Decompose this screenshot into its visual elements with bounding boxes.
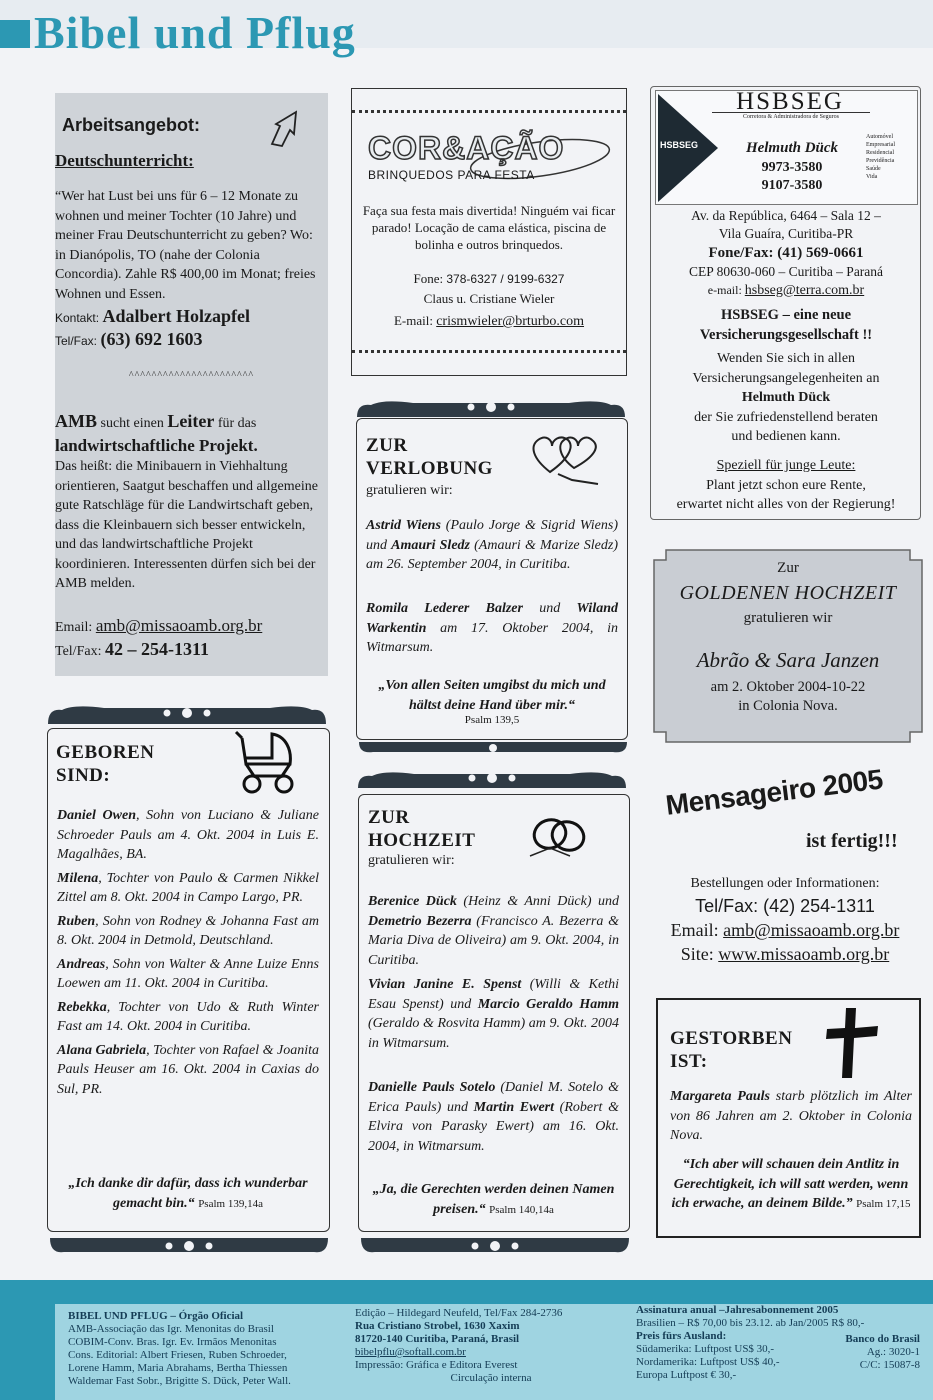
hsbseg-side-badge: HSBSEG	[660, 140, 699, 150]
birth-entry	[57, 1041, 319, 1100]
coracao-email-link[interactable]: crismwieler@brturbo.com	[436, 314, 585, 329]
hsbseg-company: Corretora & Administradora de Seguros	[712, 112, 870, 120]
death-quote-text: “Ich aber will schauen dein Antlitz in Gerechtigkeit, ich will satt werden, wenn ich erwache, an deinem Bilde.”	[671, 1157, 909, 1211]
birth-entry	[57, 955, 319, 994]
death-title	[670, 1027, 792, 1073]
footer-line: Brasilien – R$ 70,00 bis 23.12. ab Jan/2005 R$ 80,-	[636, 1317, 865, 1329]
tel-value: (63) 692 1603	[100, 329, 203, 349]
footer-line: Edição – Hildegard Neufeld, Tel/Fax 284-2736	[355, 1307, 563, 1319]
title-line2: HOCHZEIT	[368, 830, 476, 851]
birth-name: Ruben	[57, 913, 96, 929]
cross-icon	[822, 1006, 882, 1080]
entry-text: (Francisco A. Bezerra & Maria Diva de Oliveira) am 9. Okt. 2004, in Curitiba.	[368, 913, 619, 968]
footer-line: Waldemar Fast Sobr., Brigitte S. Dück, Peter Wall.	[68, 1375, 291, 1387]
births-quote-text: „Ich danke dir dafür, dass ich wunderbar gemacht bin.“	[68, 1176, 308, 1211]
entry-text: (Daniel M. Sotelo & Erica Pauls) und	[368, 1080, 620, 1115]
hsbseg-special	[652, 456, 920, 515]
email-label: Email:	[55, 620, 93, 635]
coracao-tagline: BRINQUEDOS PARA FESTA	[368, 168, 535, 182]
entry-text: am 17. Oktober 2004, in Witmarsum.	[366, 620, 618, 655]
service-item: Previdência	[866, 158, 895, 164]
wedding-ref: Psalm 140,14a	[489, 1203, 554, 1216]
wedding-entry	[368, 975, 619, 1053]
title-line1: GESTORBEN	[670, 1028, 793, 1049]
amb-org: AMB	[55, 411, 97, 431]
wedding-entry	[368, 1078, 619, 1156]
service-item: Residencial	[866, 150, 894, 156]
special-line: erwartet nicht alles von der Regierung!	[676, 497, 896, 512]
arrow-icon	[266, 108, 308, 150]
bank-title: Banco do Brasil	[845, 1333, 920, 1345]
birth-name: Andreas	[57, 956, 106, 972]
ornament-bar	[357, 1236, 633, 1260]
coracao-names: Claus u. Cristiane Wieler	[423, 291, 555, 306]
entry-text: und	[522, 601, 577, 616]
death-quote	[668, 1155, 914, 1215]
entry-text: (Geraldo & Rosvita Hamm) am 9. Okt. 2004 in Witmarsum.	[368, 1016, 619, 1051]
golden-names: Abrão & Sara Janzen	[696, 648, 880, 672]
pram-icon	[232, 728, 302, 798]
footer-line: Lorene Hamm, Maria Abrahams, Bertha Thiessen	[68, 1362, 288, 1374]
amb-email-link[interactable]: amb@missaoamb.org.br	[95, 616, 263, 635]
service-item: Automóvel	[866, 134, 893, 140]
ornament-bar	[353, 397, 629, 419]
birth-text: , Sohn von Luciano & Juliane Schroeder Pauls am 4. Okt. 2004 in Luis E. Magalhães, BA.	[57, 808, 319, 862]
contact-name: Adalbert Holzapfel	[102, 306, 251, 326]
job-offer-tel	[55, 329, 325, 350]
footer-line: AMB-Associação das Igr. Menonitas do Brasil	[68, 1323, 274, 1335]
golden-zur: Zur	[777, 560, 799, 576]
mensageiro-email-link[interactable]: amb@missaoamb.org.br	[723, 920, 900, 940]
mensageiro-email	[650, 920, 920, 941]
hsbseg-phone2: 9107-3580	[761, 178, 823, 193]
wedding-quote-text: „Ja, die Gerechten werden deinen Namen preisen.“	[372, 1182, 615, 1217]
service-item: Saúde	[866, 166, 881, 172]
entry-name: Demetrio Bezerra	[368, 913, 472, 929]
job-offer-subtitle: Deutschunterricht:	[55, 151, 194, 170]
entry-name: Romila Lederer Balzer	[366, 601, 523, 616]
entry-name: Berenice Dück	[368, 894, 457, 909]
footer-line: BIBEL UND PFLUG – Órgão Oficial	[68, 1310, 244, 1322]
birth-text: , Sohn von Rodney & Johanna Fast am 8. Okt. 2004 in Detmold, Deutschland.	[57, 913, 319, 948]
headline-line1: HSBSEG – eine neue	[720, 307, 852, 323]
tel-label: Tel/Fax:	[55, 334, 98, 348]
birth-text: , Tochter von Paulo & Carmen Nikkel Zittel am 8. Okt. 2004 in Campo Largo, PR.	[57, 870, 319, 905]
footer-bank	[830, 1333, 920, 1372]
fone-value: 378-6327 / 9199-6327	[446, 272, 565, 286]
footer-line: Nordamerika: Luftpost US$ 40,-	[636, 1356, 780, 1368]
contact-label: Kontakt:	[55, 311, 100, 325]
footer-col-publisher	[68, 1310, 348, 1388]
birth-entry	[57, 869, 319, 908]
hsbseg-person: Helmuth Dück	[745, 140, 839, 156]
title-line1: GEBOREN	[56, 742, 155, 763]
births-quote	[57, 1174, 319, 1214]
coracao-phone	[356, 271, 622, 287]
ornament-bar	[46, 1236, 332, 1260]
body-name: Helmuth Dück	[741, 390, 831, 405]
title-line2: IST:	[670, 1051, 708, 1072]
amb-text: Das heißt: die Minibauern in Viehhaltung orientieren, Saatgut beschaffen und allgemeine gute Ratschläge für die Landwirtschaft geben, dass die Kleinbauern sich besser entwickeln, und das landwirtschaftliche Projekt koordinieren. Interessenten dürfen sich bei der AMB melden.	[55, 459, 318, 591]
birth-entry	[57, 806, 319, 865]
engagement-sub: gratulieren wir:	[366, 483, 453, 498]
title-line1: ZUR	[366, 435, 408, 456]
entry-name: Amauri Sledz	[391, 537, 470, 553]
birth-entry	[57, 912, 319, 951]
footer-col-edition	[355, 1307, 627, 1385]
amb-email	[55, 616, 262, 636]
birth-name: Milena	[57, 870, 99, 886]
golden-sub: gratulieren wir	[743, 610, 833, 626]
bank-cc: C/C: 15087-8	[859, 1359, 920, 1371]
birth-text: , Sohn von Walter & Anne Luize Enns Loewen am 11. Okt. 2004 in Curitiba.	[57, 956, 319, 991]
hsbseg-services	[866, 133, 918, 181]
birth-name: Alana Gabriela	[57, 1042, 147, 1058]
birth-name: Daniel Owen	[57, 808, 136, 823]
amb-verb: sucht einen	[100, 416, 164, 431]
service-item: Empresarial	[866, 142, 895, 148]
body-line: und bedienen kann.	[731, 429, 841, 444]
title-line2: SIND:	[56, 765, 111, 786]
engagement-ref: Psalm 139,5	[464, 714, 520, 726]
separator: ^^^^^^^^^^^^^^^^^^^^^^	[128, 370, 255, 381]
wedding-title	[368, 806, 475, 852]
footer-line: Europa Luftpost € 30,-	[636, 1369, 737, 1381]
mensageiro-tel: Tel/Fax: (42) 254-1311	[695, 896, 875, 916]
entry-name: Astrid Wiens	[366, 518, 441, 533]
ornament-bar	[44, 702, 330, 726]
birth-entry	[57, 998, 319, 1037]
job-offer-title: Arbeitsangebot:	[62, 115, 201, 135]
footer-line: Impressão: Gráfica e Editora Everest	[355, 1359, 518, 1371]
engagement-entry	[366, 599, 618, 658]
coracao-text: Faça sua festa mais divertida! Ninguém vai ficar parado! Locação de cama elástica, piscina de bolinha e outros brinquedos.	[362, 203, 616, 252]
footer-line: Cons. Editorial: Albert Friesen, Ruben Schroeder,	[68, 1349, 287, 1361]
footer-line: Südamerika: Luftpost US$ 30,-	[636, 1343, 775, 1355]
death-name: Margareta Pauls	[670, 1089, 770, 1104]
footer-line: Rua Cristiano Strobel, 1630 Xaxim	[355, 1320, 520, 1332]
births-ref: Psalm 139,14a	[198, 1197, 263, 1210]
ornament-bar	[354, 768, 630, 790]
title-line2: VERLOBUNG	[366, 458, 493, 479]
amb-role: Leiter	[167, 411, 215, 431]
mensageiro-email-label: Email:	[670, 920, 719, 940]
amb-tel	[55, 639, 209, 660]
footer-line: Preis fürs Ausland:	[636, 1330, 727, 1342]
coracao-email	[356, 313, 622, 330]
golden-title: GOLDENEN HOCHZEIT	[679, 582, 897, 604]
coracao-email-label: E-mail:	[393, 313, 433, 328]
address-line1: Av. da República, 6464 – Sala 12 –	[691, 208, 881, 223]
wedding-sub: gratulieren wir:	[368, 853, 455, 868]
engagement-entry	[366, 516, 618, 575]
hsbseg-logo: HSBSEG	[736, 88, 844, 115]
headline-line2: Versicherungsgesellschaft !!	[699, 327, 873, 343]
hsbseg-address	[652, 207, 920, 300]
golden-place: in Colonia Nova.	[738, 698, 838, 714]
ornament-bar	[355, 740, 631, 758]
body-line: Versicherungsangelegenheiten an	[692, 370, 880, 386]
hearts-icon	[528, 428, 606, 494]
special-title: Speziell für junge Leute:	[716, 458, 856, 473]
dotted-border-top	[352, 110, 626, 113]
page-title: Bibel und Pflug	[34, 7, 356, 58]
birth-text: , Tochter von Rafael & Joanita Pauls Heuser am 16. Okt. 2004 in Caxias do Sul, PR.	[57, 1042, 319, 1097]
births-list	[57, 806, 319, 1099]
entry-text: (Willi & Kethi Esau Spenst) und	[368, 977, 619, 1012]
tel2-label: Tel/Fax:	[55, 644, 102, 659]
address-line2: Vila Guaíra, Curitiba-PR	[718, 226, 854, 241]
births-title	[56, 741, 155, 787]
wedding-entry	[368, 892, 619, 970]
birth-text: , Tochter von Udo & Ruth Winter Fast am 14. Okt. 2004 in Curitiba.	[57, 999, 319, 1034]
body-line: Wenden Sie sich in allen	[716, 351, 856, 366]
entry-name: Vivian Janine E. Spenst	[368, 977, 522, 992]
birth-name: Rebekka	[57, 999, 107, 1015]
footer-email[interactable]: bibelpflu@softall.com.br	[355, 1346, 466, 1358]
hsbseg-phone1: 9973-3580	[761, 160, 823, 175]
entry-name: Martin Ewert	[473, 1099, 555, 1115]
entry-name: Marcio Geraldo Hamm	[477, 996, 619, 1012]
entry-text: (Paulo Jorge & Sigrid Wiens) und	[366, 518, 619, 553]
hsbseg-email-label: e-mail:	[707, 283, 742, 297]
footer-line: Circulação interna	[450, 1372, 532, 1384]
coracao-logo: COR&AÇÃO	[368, 130, 565, 166]
mensageiro-title: Mensageiro 2005	[664, 763, 885, 821]
body-line: der Sie zufriedenstellend beraten	[694, 409, 878, 425]
mensageiro-site-link[interactable]: www.missaoamb.org.br	[718, 944, 890, 964]
hsbseg-email-link[interactable]: hsbseg@terra.com.br	[744, 283, 865, 298]
dotted-border-bottom	[352, 350, 626, 353]
entry-name: Wiland Warkentin	[366, 601, 618, 636]
entry-text: (Amauri & Marize Sledz) am 26. September 2004, in Curitiba.	[366, 537, 619, 572]
job-offer-contact	[55, 306, 325, 327]
death-ref: Psalm 17,15	[856, 1198, 911, 1210]
mensageiro-fertig: ist fertig!!!	[806, 830, 898, 852]
amb-project: landwirtschaftliche Projekt.	[55, 436, 258, 455]
hsbseg-fone: Fone/Fax: (41) 569-0661	[708, 245, 864, 261]
hsbseg-body	[652, 349, 920, 447]
entry-text: (Robert & Elvira von Parasky Ewert) am 16. Okt. 2004, in Witmarsum.	[368, 1099, 619, 1154]
engagement-quote: „Von allen Seiten umgibst du mich und hältst deine Hand über mir.“	[378, 678, 606, 713]
amb-for: für das	[217, 416, 257, 431]
footer-line: 81720-140 Curitiba, Paraná, Brasil	[355, 1333, 520, 1345]
mensageiro-info: Bestellungen oder Informationen:	[690, 876, 880, 891]
footer-line: Assinatura anual –Jahresabonnement 2005	[636, 1304, 839, 1316]
hsbseg-headline	[652, 305, 920, 345]
special-line: Plant jetzt schon eure Rente,	[706, 477, 866, 493]
wedding-quote	[368, 1180, 619, 1220]
death-entry	[670, 1087, 912, 1146]
title-line1: ZUR	[368, 807, 410, 828]
footer-line: COBIM-Conv. Bras. Igr. Ev. Irmãos Menonitas	[68, 1336, 277, 1348]
death-text: starb plötzlich im Alter von 86 Jahren am 2. Oktober in Colonia Nova.	[670, 1089, 913, 1143]
header-accent	[0, 20, 30, 48]
amb-headline	[55, 410, 325, 459]
service-item: Vida	[866, 174, 878, 180]
tel2-value: 42 – 254-1311	[104, 639, 209, 659]
job-offer-text: “Wer hat Lust bei uns für 6 – 12 Monate zu wohnen und meiner Tochter (10 Jahre) und meiner Frau Deutschunterricht zu geben? Wo: in Dianópolis, TO (nahe der Colonia Concordia). Zahle R$ 400,00 im Monat; freies Wohnen und Essen.	[55, 189, 316, 302]
mensageiro-site	[650, 944, 920, 965]
mensageiro-site-label: Site:	[680, 944, 714, 964]
entry-name: Danielle Pauls Sotelo	[368, 1080, 496, 1095]
bank-ag: Ag.: 3020-1	[866, 1346, 920, 1358]
entry-text: (Heinz & Anni Dück) und	[456, 894, 619, 909]
hsbseg-cep: CEP 80630-060 – Curitiba – Paraná	[688, 264, 884, 279]
engagement-title	[366, 434, 493, 480]
fone-label: Fone:	[413, 271, 444, 286]
golden-date: am 2. Oktober 2004-10-22	[710, 679, 866, 695]
rings-icon	[520, 808, 600, 862]
